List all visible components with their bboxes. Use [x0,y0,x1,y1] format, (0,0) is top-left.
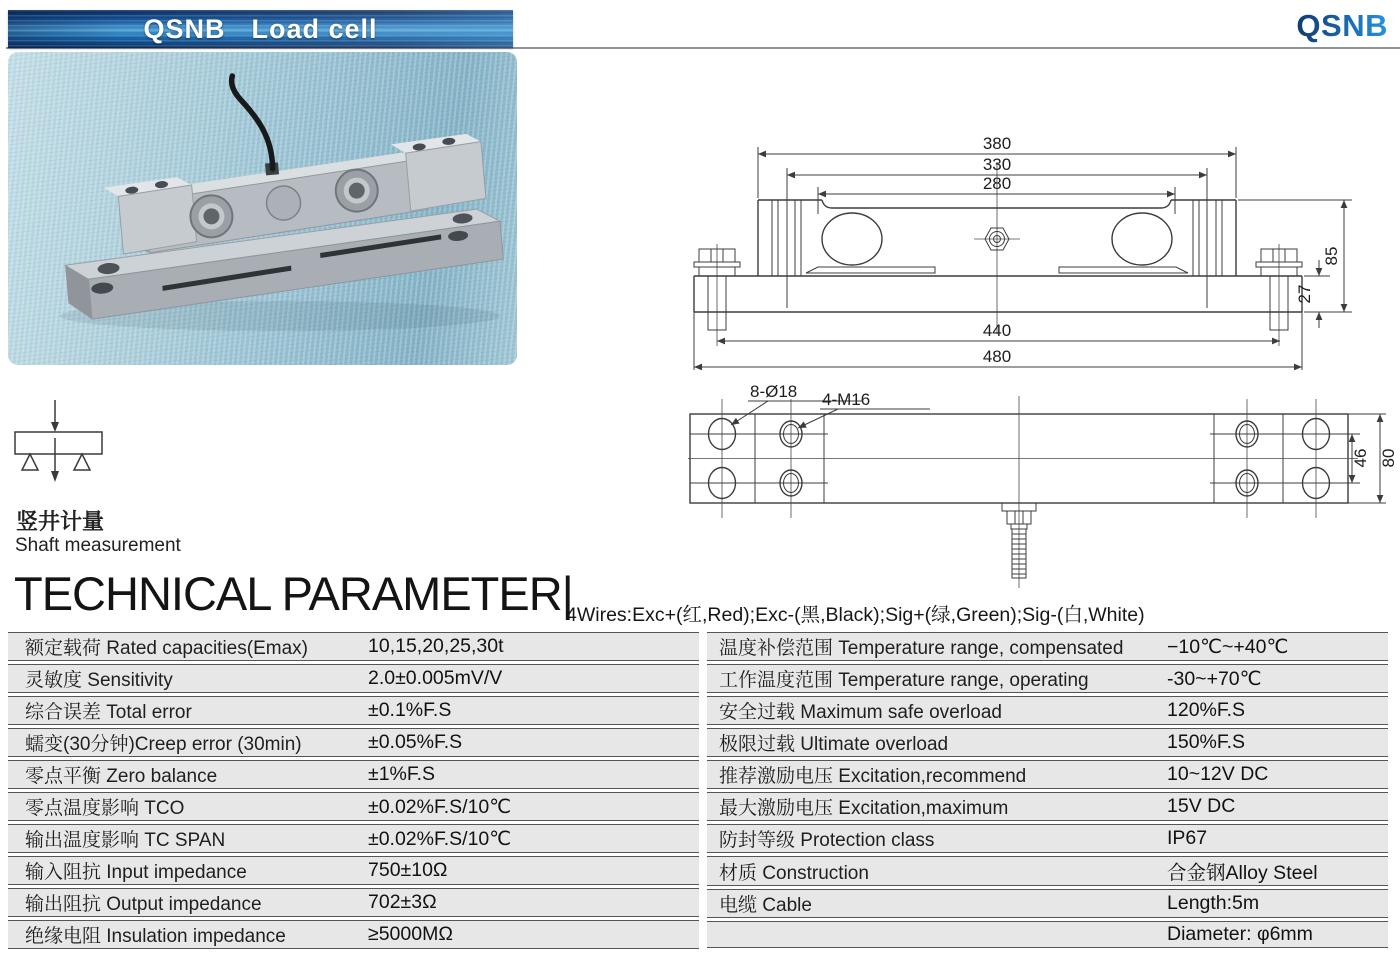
reaction-arrow-head [51,471,59,482]
parameter-value: ≥5000MΩ [368,923,453,945]
table-row [8,824,699,853]
wiring-note: 4Wires:Exc+(红,Red);Exc-(黑,Black);Sig+(绿,Green);Sig-(白,White) [566,604,1145,626]
table-row [707,889,1388,918]
banner-product-label: Load cell [251,13,378,44]
table-row [8,920,699,949]
parameter-value: −10℃~+40℃ [1167,635,1289,658]
dim-280-label: 280 [982,174,1012,193]
parameter-value: 150%F.S [1167,731,1246,753]
application-label-en: Shaft measurement [15,535,181,556]
banner-model-label: QSNB [143,13,226,44]
parameter-value: 10,15,20,25,30t [368,635,504,657]
parameter-value: 2.0±0.005mV/V [368,667,503,689]
parameter-value: Diameter: φ6mm [1167,923,1313,945]
dim-80-label: 80 [1379,448,1398,468]
parameter-label: 灵敏度 Sensitivity [25,670,173,691]
parameter-label: 最大激励电压 Excitation,maximum [719,798,1009,819]
holes-callout-label: 8-Ø18 [750,382,798,401]
table-row [707,792,1388,821]
parameter-label: 安全过载 Maximum safe overload [719,702,1002,723]
dim-46-label: 46 [1351,448,1370,468]
parameter-value: 750±10Ω [368,859,448,881]
section-title: TECHNICAL PARAMETER| [14,567,573,620]
parameter-label: 绝缘电阻 Insulation impedance [25,926,286,947]
parameter-value: ±0.1%F.S [368,699,452,721]
top-view-outline [688,396,1360,588]
application-label-zh: 竖井计量 [16,509,105,534]
product-photo [8,52,517,365]
table-row [707,921,1388,948]
dim-440-label: 440 [982,321,1012,340]
parameter-table-left [8,632,699,948]
parameter-label: 输入阻抗 Input impedance [25,862,247,883]
parameter-value: -30~+70℃ [1167,667,1262,690]
dim-330-label: 330 [982,155,1012,174]
parameter-value: 120%F.S [1167,699,1246,721]
parameter-label: 零点温度影响 TCO [25,798,185,819]
parameter-label: 电缆 Cable [719,895,812,916]
left-support-triangle [22,454,38,470]
parameter-value: Length:5m [1167,892,1260,914]
parameter-value: ±0.02%F.S/10℃ [368,795,512,818]
table-row [8,664,699,693]
threads-callout-label: 4-M16 [822,390,871,409]
parameter-value: 15V DC [1167,795,1236,817]
parameter-value: ±0.05%F.S [368,731,463,753]
table-row [707,632,1388,661]
parameter-table-right [707,632,1388,948]
table-row [8,696,699,725]
parameter-label: 极限过载 Ultimate overload [719,734,949,755]
side-view-drawing [688,112,1400,370]
table-row [707,728,1388,757]
table-row [8,728,699,757]
dim-85-label: 85 [1322,246,1341,266]
parameter-label: 防封等级 Protection class [719,830,935,851]
load-arrow-head [51,422,59,432]
parameter-value: ±0.02%F.S/10℃ [368,827,512,850]
top-view-drawing [688,372,1400,600]
table-row [707,856,1388,886]
parameter-value: 10~12V DC [1167,763,1269,785]
parameter-label: 温度补偿范围 Temperature range, compensated [719,638,1124,659]
parameter-label: 综合误差 Total error [25,702,192,723]
parameter-label: 输出阻抗 Output impedance [25,894,262,915]
table-row [8,632,699,661]
load-cell-photo-illustration [8,52,517,365]
dim-380-label: 380 [982,134,1012,153]
table-row [8,888,699,917]
table-row [707,760,1388,789]
parameter-value: IP67 [1167,827,1208,849]
parameter-value: ±1%F.S [368,763,436,785]
dim-27-label: 27 [1295,284,1314,304]
right-support-triangle [74,454,90,470]
table-row [707,824,1388,853]
corner-model-label: QSNB [1296,8,1388,43]
shaft-measurement-diagram [10,398,120,488]
parameter-label: 推荐激励电压 Excitation,recommend [719,766,1027,787]
cable [231,73,273,172]
parameter-label: 零点平衡 Zero balance [25,766,218,787]
parameter-label: 材质 Construction [719,862,869,884]
parameter-label: 工作温度范围 Temperature range, operating [719,670,1089,691]
product-banner [8,10,513,48]
top-view-dimensions [731,382,1398,503]
parameter-value: 合金钢Alloy Steel [1167,862,1318,884]
parameter-value: 702±3Ω [368,891,437,913]
table-row [8,760,699,789]
table-row [707,664,1388,693]
side-view-dimensions [694,134,1352,370]
left-anchor-bolt [694,244,740,346]
parameter-label: 额定载荷 Rated capacities(Emax) [25,638,308,659]
load-cell-body [50,54,505,321]
dim-480-label: 480 [982,347,1012,366]
parameter-label: 蠕变(30分钟)Creep error (30min) [25,734,302,755]
table-row [707,696,1388,725]
beam-rect [15,432,102,454]
table-row [8,792,699,821]
table-row [8,856,699,885]
parameter-label: 输出温度影响 TC SPAN [25,830,226,851]
